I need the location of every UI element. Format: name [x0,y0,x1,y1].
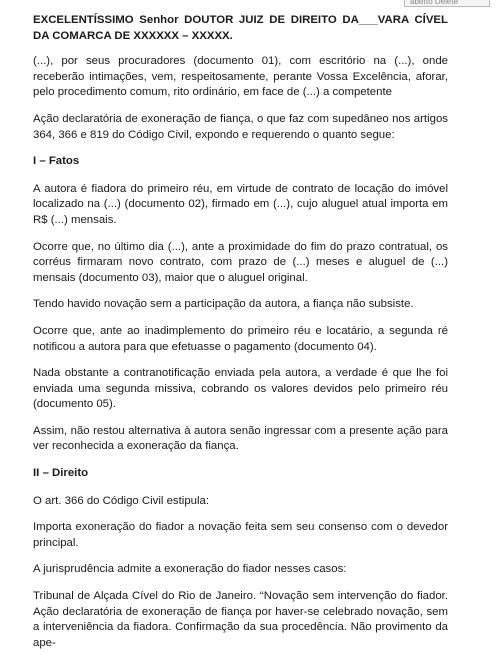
section-title-facts: I – Fatos [33,155,80,168]
facts-paragraph: Tendo havido novação sem a participação da autora, a fiança não subsiste. [33,298,414,311]
facts-paragraph: Nada obstante a contranotificação enviada pela autora, a verdade é que lhe foi enviada uma segunda missiva, cobrando os valores devidos pelo primeiro réu (documento 05). [33,367,448,411]
intro-paragraph: (...), por seus procuradores (documento 01), com escritório na (...), onde receberão intimações, vem, respeitosamente, perante Vossa Excelência, aforar, pelo procedimento comum, rito ordinário, em face de (...) a competente [33,55,448,99]
widget-text: aberto Delete [410,0,459,6]
facts-paragraph: A autora é fiadora do primeiro réu, em virtude de contrato de locação do imóvel localizado na (...) (documento 02), firmado em (...), cujo aluguel atual importa em R$ (...) mensais. [33,182,448,226]
facts-paragraph: Assim, não restou alternativa à autora senão ingressar com a presente ação para ver reconhecida a exoneração da fiança. [33,424,448,453]
law-paragraph: A jurisprudência admite a exoneração do fiador nesses casos: [33,563,347,576]
document-heading: EXCELENTÍSSIMO Senhor DOUTOR JUIZ DE DIREITO DA___VARA CÍVEL DA COMARCA DE XXXXXX – XXXXX. [33,14,448,42]
law-paragraph: O art. 366 do Código Civil estipula: [33,494,210,507]
section-title-law: II – Direito [33,467,89,480]
action-paragraph: Ação declaratória de exoneração de fiança, o que faz com supedâneo nos artigos 364, 366 e 819 do Código Civil, expondo e requerendo o quanto segue: [33,112,448,141]
legal-document [33,13,448,662]
facts-paragraph: Ocorre que, ante ao inadimplemento do primeiro réu e locatário, a segunda ré notificou a autora para que efetuasse o pagamento (documento 04). [33,324,448,353]
jurisprudence-paragraph: Tribunal de Alçada Cível do Rio de Janeiro. “Novação sem intervenção do fiador. Ação declaratória de exoneração de fiança por haver-se celebrado novação, sem a interveniência da fiadora. Confirmação da sua procedência. Não provimento da ape- [33,590,448,649]
top-corner-widget [404,0,490,7]
law-quote-paragraph: Importa exoneração do fiador a novação feita sem seu consenso com o devedor principal. [33,521,448,549]
facts-paragraph: Ocorre que, no último dia (...), ante a proximidade do fim do prazo contratual, os corréus firmaram novo contrato, com prazo de (...) meses e aluguel de (...) mensais (documento 03), maior que o aluguel original. [33,240,448,284]
